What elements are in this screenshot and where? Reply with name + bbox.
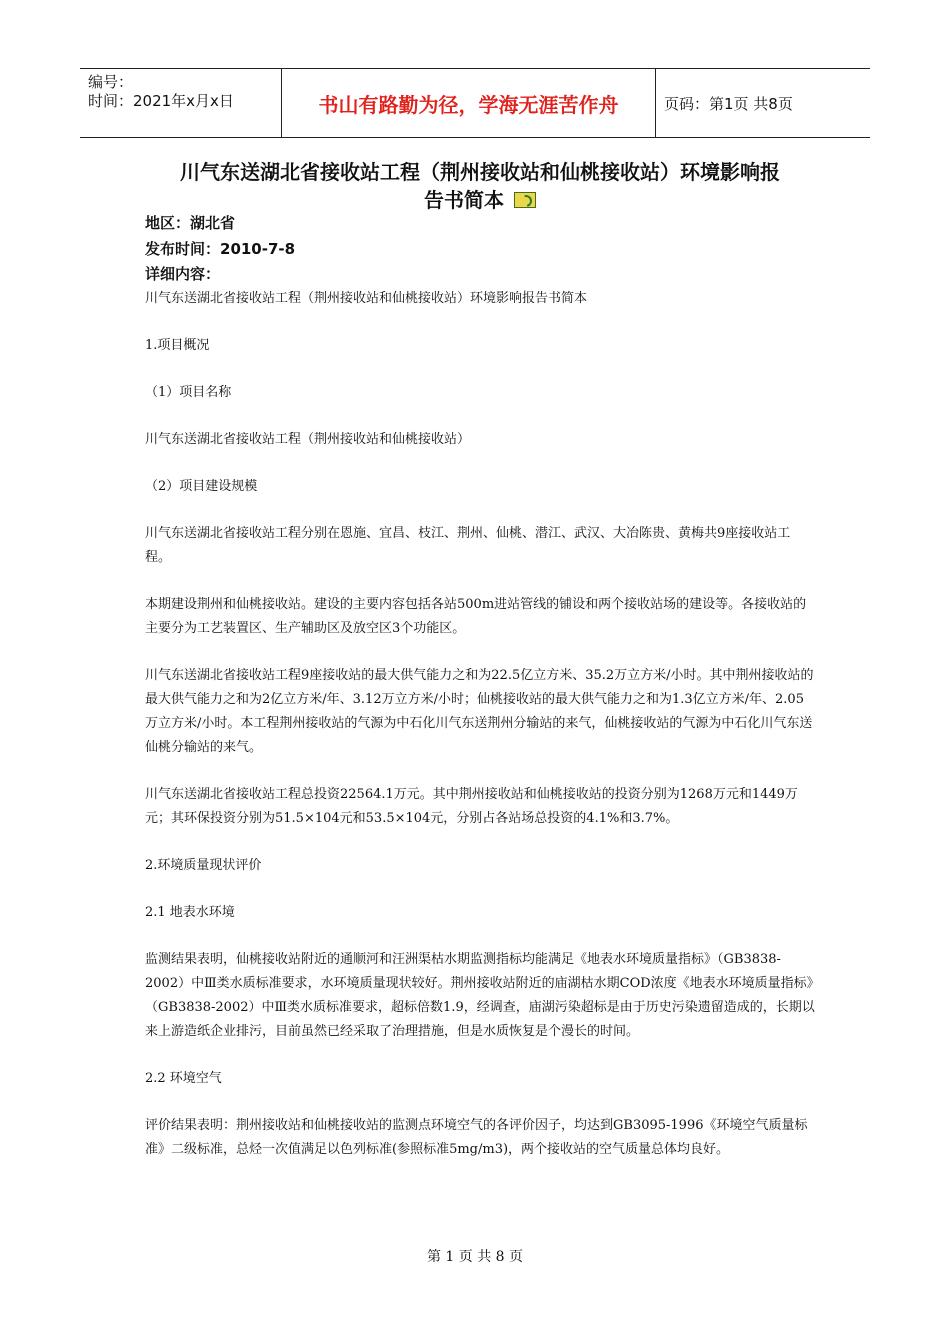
paragraph: 川气东送湖北省接收站工程分别在恩施、宜昌、枝江、荆州、仙桃、潜江、武汉、大冶陈贵、黄梅共9座接收站工程。 [145, 526, 791, 565]
section-heading: 1.项目概况 [145, 338, 210, 353]
title-line-2: 告书简本 [424, 188, 504, 212]
section-heading: 2.环境质量现状评价 [145, 858, 262, 873]
published-label: 发布时间：2010-7-8 [145, 240, 296, 258]
paragraph: 监测结果表明，仙桃接收站附近的通顺河和汪洲渠枯水期监测指标均能满足《地表水环境质量指标》（GB3838-2002）中Ⅲ类水质标准要求，水环境质量现状较好。荆州接收站附近的庙湖枯水期COD浓度《地表水环境质量指标》（GB3838-2002）中Ⅲ类水质标准要求，超标倍数1.9，经调查，庙湖污染超标是由于历史污染遗留造成的，长期以来上游造纸企业排污，目前虽然已经采取了治理措施，但是水质恢复是个漫长的时间。 [145, 952, 815, 1039]
paragraph: 川气东送湖北省接收站工程总投资22564.1万元。其中荆州接收站和仙桃接收站的投资分别为1268万元和1449万元；其环保投资分别为51.5×104元和53.5×104元，分别占各站场总投资的4.1%和3.7%。 [145, 787, 798, 826]
paragraph: 川气东送湖北省接收站工程9座接收站的最大供气能力之和为22.5亿立方米、35.2万立方米/小时。其中荆州接收站的最大供气能力之和为2亿立方米/年、3.12万立方米/小时；仙桃接收站的最大供气能力之和为1.3亿立方米/年、2.05万立方米/小时。本工程荆州接收站的气源为中石化川气东送荆州分输站的来气，仙桃接收站的气源为中石化川气东送仙桃分输站的来气。 [145, 668, 814, 755]
title-line-1: 川气东送湖北省接收站工程（荆州接收站和仙桃接收站）环境影响报 [180, 160, 780, 184]
details-label: 详细内容： [145, 265, 221, 283]
number-label: 编号： [88, 73, 134, 91]
subsection-heading: （2）项目建设规模 [145, 479, 258, 494]
paragraph: 本期建设荆州和仙桃接收站。建设的主要内容包括各站500m进站管线的铺设和两个接收站场的建设等。各接收站的主要分为工艺装置区、生产辅助区及放空区3个功能区。 [145, 597, 807, 636]
header-left-cell [80, 69, 282, 137]
paragraph: 川气东送湖北省接收站工程（荆州接收站和仙桃接收站）环境影响报告书简本 [145, 291, 588, 306]
subsection-heading: 2.1 地表水环境 [145, 905, 235, 920]
article-body [145, 287, 815, 1185]
header-table [80, 68, 870, 138]
subsection-heading: （1）项目名称 [145, 385, 232, 400]
region-label: 地区：湖北省 [145, 214, 236, 232]
page-label: 页码：第1页 共8页 [664, 94, 793, 113]
subsection-heading: 2.2 环境空气 [145, 1071, 222, 1086]
motto: 书山有路勤为径，学海无涯苦作舟 [282, 69, 656, 137]
paragraph: 川气东送湖北省接收站工程（荆州接收站和仙桃接收站） [145, 432, 471, 447]
page-footer: 第 1 页 共 8 页 [426, 1249, 524, 1265]
time-label: 时间：2021年x月x日 [88, 92, 234, 110]
page-title [130, 158, 830, 214]
document-link-icon[interactable] [514, 192, 536, 208]
paragraph: 评价结果表明：荆州接收站和仙桃接收站的监测点环境空气的各评价因子，均达到GB3095-1996《环境空气质量标准》二级标准，总烃一次值满足以色列标准(参照标准5mg/m3)，两个接收站的空气质量总体均良好。 [145, 1118, 808, 1157]
